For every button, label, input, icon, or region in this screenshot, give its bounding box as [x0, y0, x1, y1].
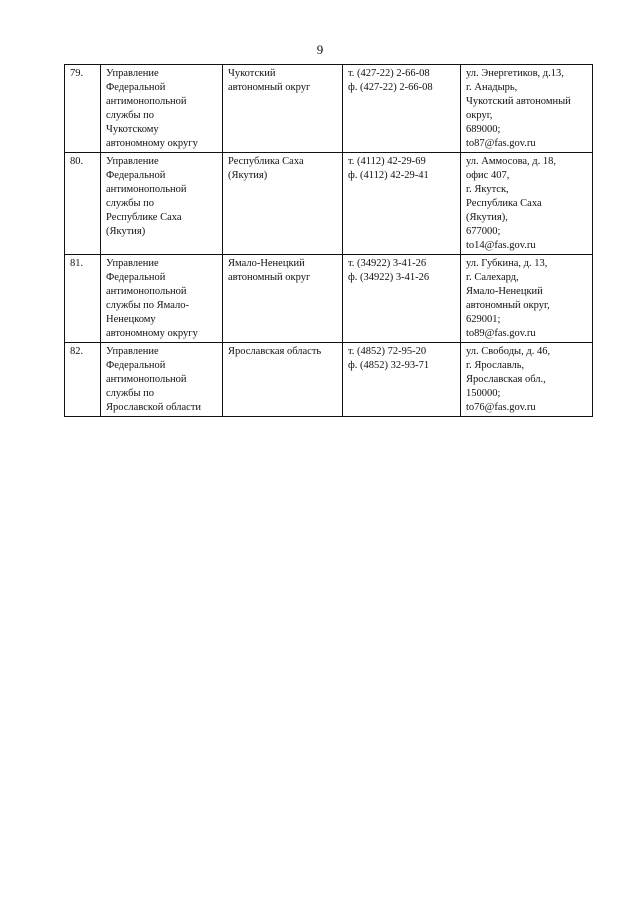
row-number-cell — [65, 343, 101, 417]
organization-name: Управление Федеральной антимонопольной службы по Республике Саха (Якутия) — [106, 156, 187, 237]
phone-cell — [343, 153, 461, 255]
phone-fax: т. (427-22) 2-66-08 ф. (427-22) 2-66-08 — [348, 68, 433, 93]
row-number-cell — [65, 255, 101, 343]
phone-fax: т. (4852) 72-95-20 ф. (4852) 32-93-71 — [348, 346, 430, 371]
row-number: 80. — [70, 156, 84, 167]
phone-fax: т. (4112) 42-29-69 ф. (4112) 42-29-41 — [348, 156, 429, 181]
phone-cell — [343, 65, 461, 153]
address-cell — [461, 343, 593, 417]
table-row — [65, 153, 593, 255]
organization-cell — [101, 153, 223, 255]
postal-address: ул. Губкина, д. 13, г. Салехард, Ямало-Ненецкий автономный округ, 629001; to89@fas.gov.ru — [466, 258, 550, 339]
postal-address: ул. Энергетиков, д.13, г. Анадырь, Чукотский автономный округ, 689000; to87@fas.gov.ru — [466, 68, 571, 149]
organization-cell — [101, 255, 223, 343]
territorial-offices-table — [64, 64, 593, 417]
page-number: 9 — [316, 42, 324, 57]
organization-cell — [101, 65, 223, 153]
region-cell — [223, 343, 343, 417]
row-number-cell — [65, 153, 101, 255]
region-name: Чукотский автономный округ — [228, 68, 311, 93]
region-cell — [223, 153, 343, 255]
phone-cell — [343, 255, 461, 343]
address-cell — [461, 255, 593, 343]
region-cell — [223, 255, 343, 343]
region-name: Ямало-Ненецкий автономный округ — [228, 258, 311, 283]
region-name: Ярославская область — [228, 346, 322, 357]
address-cell — [461, 153, 593, 255]
postal-address: ул. Аммосова, д. 18, офис 407, г. Якутск, Республика Саха (Якутия), 677000; to14@fas.gov.ru — [466, 156, 557, 251]
organization-cell — [101, 343, 223, 417]
region-cell — [223, 65, 343, 153]
address-cell — [461, 65, 593, 153]
row-number: 82. — [70, 346, 84, 357]
organization-name: Управление Федеральной антимонопольной службы по Ямало- Ненецкому автономному округу — [106, 258, 198, 339]
row-number: 81. — [70, 258, 84, 269]
region-name: Республика Саха (Якутия) — [228, 156, 304, 181]
table-row — [65, 343, 593, 417]
table-row — [65, 65, 593, 153]
row-number: 79. — [70, 68, 84, 79]
organization-name: Управление Федеральной антимонопольной службы по Ярославской области — [106, 346, 202, 413]
phone-fax: т. (34922) 3-41-26 ф. (34922) 3-41-26 — [348, 258, 430, 283]
row-number-cell — [65, 65, 101, 153]
phone-cell — [343, 343, 461, 417]
postal-address: ул. Свободы, д. 46, г. Ярославль, Ярославская обл., 150000; to76@fas.gov.ru — [466, 346, 551, 413]
organization-name: Управление Федеральной антимонопольной службы по Чукотскому автономному округу — [106, 68, 198, 149]
table-row — [65, 255, 593, 343]
